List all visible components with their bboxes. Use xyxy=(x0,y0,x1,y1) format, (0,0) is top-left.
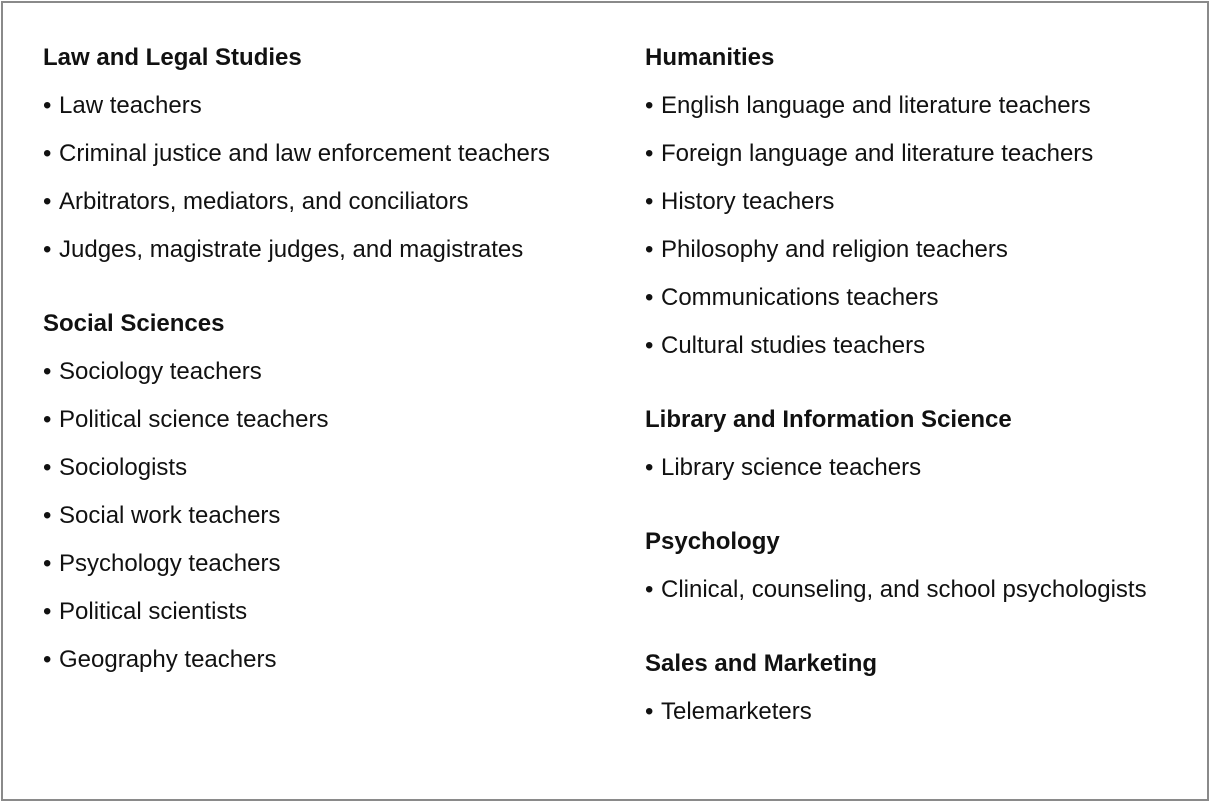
bullet-icon: • xyxy=(645,188,654,215)
bullet-icon: • xyxy=(43,502,52,529)
bullet-icon: • xyxy=(43,550,52,577)
bullet-icon: • xyxy=(43,188,52,215)
list-item xyxy=(645,89,1205,123)
bullet-icon: • xyxy=(645,332,654,359)
list-item xyxy=(43,595,623,629)
list-item-text: English language and literature teachers xyxy=(661,92,1091,119)
bullet-icon: • xyxy=(645,236,654,263)
bullet-icon: • xyxy=(43,598,52,625)
list-item xyxy=(645,329,1205,363)
list-item xyxy=(43,547,623,581)
list-item-text: Criminal justice and law enforcement teachers xyxy=(59,140,550,167)
category-heading: Law and Legal Studies xyxy=(43,44,302,71)
list-item xyxy=(43,451,623,485)
bullet-icon: • xyxy=(43,454,52,481)
bullet-icon: • xyxy=(645,140,654,167)
bullet-icon: • xyxy=(645,454,654,481)
bullet-icon: • xyxy=(43,236,52,263)
list-item-text: Sociologists xyxy=(59,454,188,481)
list-item-text: Communications teachers xyxy=(661,284,939,311)
list-item-text: Cultural studies teachers xyxy=(661,332,926,359)
list-item-text: Psychology teachers xyxy=(59,550,281,577)
category-section-humanities xyxy=(645,41,1205,363)
bullet-icon: • xyxy=(645,284,654,311)
list-item-text: Clinical, counseling, and school psychologists xyxy=(661,576,1147,603)
list-item xyxy=(645,451,1205,485)
bullet-icon: • xyxy=(645,92,654,119)
list-item xyxy=(645,137,1205,171)
list-item-text: Law teachers xyxy=(59,92,202,119)
list-item xyxy=(43,137,623,171)
category-heading: Social Sciences xyxy=(43,310,225,337)
list-item-text: Judges, magistrate judges, and magistrates xyxy=(59,236,524,263)
list-item xyxy=(43,499,623,533)
list-item xyxy=(43,233,623,267)
list-item-text: Telemarketers xyxy=(661,698,812,725)
list-item-text: Sociology teachers xyxy=(59,358,262,385)
category-heading: Humanities xyxy=(645,44,775,71)
list-item xyxy=(43,643,623,677)
category-section-sales-and-marketing xyxy=(645,647,1205,729)
content-frame xyxy=(1,1,1209,801)
category-heading: Psychology xyxy=(645,528,780,555)
list-item xyxy=(43,89,623,123)
bullet-icon: • xyxy=(645,698,654,725)
list-item-text: History teachers xyxy=(661,188,835,215)
list-item xyxy=(43,403,623,437)
list-item-text: Political science teachers xyxy=(59,406,329,433)
bullet-icon: • xyxy=(43,646,52,673)
list-item xyxy=(43,185,623,219)
bullet-icon: • xyxy=(43,406,52,433)
list-item-text: Political scientists xyxy=(59,598,248,625)
list-item-text: Social work teachers xyxy=(59,502,281,529)
category-heading: Sales and Marketing xyxy=(645,650,878,677)
right-column xyxy=(645,41,1205,769)
list-item xyxy=(645,281,1205,315)
bullet-icon: • xyxy=(43,358,52,385)
bullet-icon: • xyxy=(43,92,52,119)
category-section-social-sciences xyxy=(43,307,623,677)
category-section-law-and-legal-studies xyxy=(43,41,623,267)
list-item-text: Arbitrators, mediators, and conciliators xyxy=(59,188,469,215)
list-item-text: Philosophy and religion teachers xyxy=(661,236,1008,263)
bullet-icon: • xyxy=(645,576,654,603)
category-heading: Library and Information Science xyxy=(645,406,1012,433)
left-column xyxy=(43,41,623,717)
category-section-library-and-information-science xyxy=(645,403,1205,485)
list-item-text: Geography teachers xyxy=(59,646,277,673)
list-item-text: Library science teachers xyxy=(661,454,922,481)
list-item xyxy=(645,695,1205,729)
category-section-psychology xyxy=(645,525,1205,607)
bullet-icon: • xyxy=(43,140,52,167)
list-item xyxy=(645,233,1205,267)
list-item-text: Foreign language and literature teachers xyxy=(661,140,1094,167)
list-item xyxy=(645,185,1205,219)
list-item xyxy=(645,573,1205,607)
list-item xyxy=(43,355,623,389)
